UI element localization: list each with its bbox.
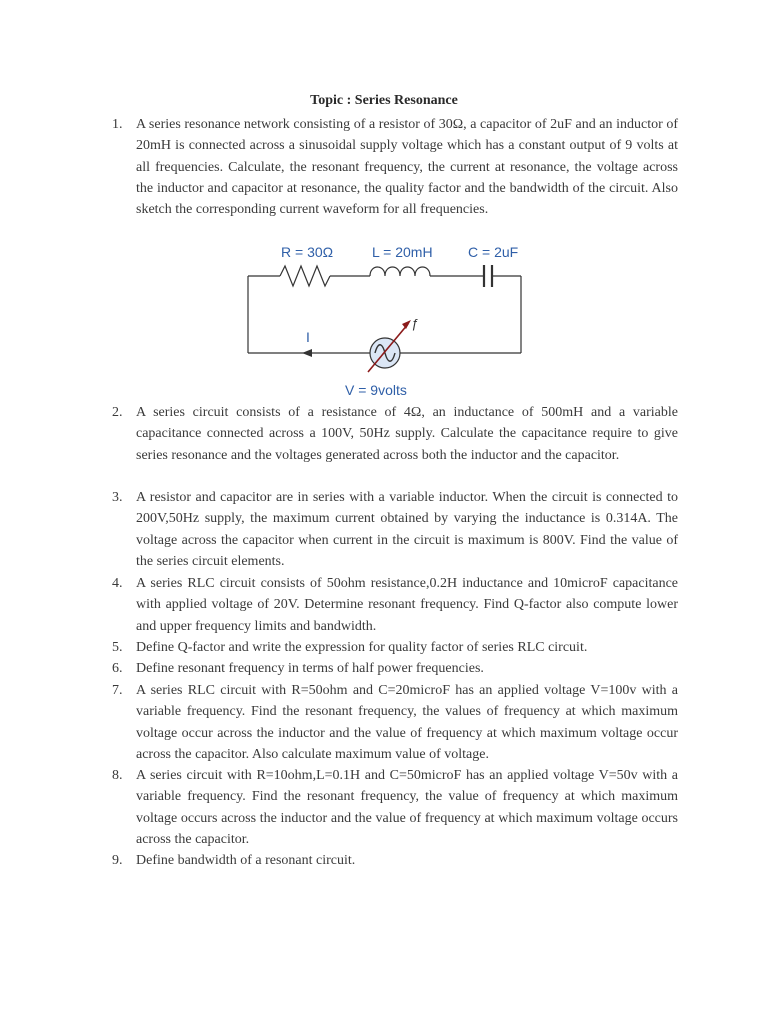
question-text: Define bandwidth of a resonant circuit. xyxy=(136,853,356,868)
question-7 xyxy=(112,680,678,765)
question-number: 8. xyxy=(112,768,123,783)
current-label: I xyxy=(306,329,310,345)
question-1 xyxy=(112,114,678,220)
question-text: Define Q-factor and write the expression for quality factor of series RLC circuit. xyxy=(136,640,588,655)
question-text: A series RLC circuit consists of 50ohm resistance,0.2H inductance and 10microF capacitance with applied voltage of 20V. Determine resonant frequency. Find Q-factor also compute lower and upper frequency limits and bandwidth. xyxy=(136,576,678,634)
question-text: A resistor and capacitor are in series with a variable inductor. When the circuit is connected to 200V,50Hz supply, the maximum current obtained by varying the inductance is 0.314A. The voltage across the capacitor when current in the circuit is maximum is 800V. Find the value of the series circuit elements. xyxy=(136,490,678,569)
question-number: 9. xyxy=(112,853,123,868)
question-4 xyxy=(112,573,678,637)
variable-arrow-head-icon xyxy=(402,320,411,329)
question-text: A series circuit consists of a resistance of 4Ω, an inductance of 500mH and a variable capacitance connected across a 100V, 50Hz supply. Calculate the capacitance require to give series resonance and the voltages generated across both the inductor and the capacitor. xyxy=(136,405,678,463)
question-3 xyxy=(112,487,678,572)
question-text: A series circuit with R=10ohm,L=0.1H and C=50microF has an applied voltage V=50v with a variable frequency. Find the resonant frequency, the value of frequency at which maximum voltage occurs across the inductor and the value of frequency at which maximum voltage occurs across the capacitor. xyxy=(136,768,678,847)
inductor-label: L = 20mH xyxy=(372,244,433,260)
question-number: 2. xyxy=(112,405,123,420)
question-number: 5. xyxy=(112,640,123,655)
question-text: A series resonance network consisting of a resistor of 30Ω, a capacitor of 2uF and an inductor of 20mH is connected across a sinusoidal supply voltage which has a constant output of 9 volts at all frequencies. Calculate, the resonant frequency, the current at resonance, the voltage across the inductor and capacitor at resonance, the quality factor and the bandwidth of the circuit. Also sketch the corresponding current waveform for all frequencies. xyxy=(136,117,678,218)
resistor-label: R = 30Ω xyxy=(281,244,334,260)
page-title: Topic : Series Resonance xyxy=(310,93,458,108)
question-number: 7. xyxy=(112,683,123,698)
question-9 xyxy=(112,850,678,871)
question-text: Define resonant frequency in terms of half power frequencies. xyxy=(136,661,484,676)
question-2 xyxy=(112,402,678,466)
question-number: 3. xyxy=(112,490,123,505)
question-8 xyxy=(112,765,678,850)
resistor-symbol xyxy=(280,266,330,286)
question-number: 1. xyxy=(112,117,123,132)
inductor-symbol xyxy=(370,267,430,276)
question-number: 4. xyxy=(112,576,123,591)
current-arrow-icon xyxy=(302,349,312,357)
frequency-label: ƒ xyxy=(411,316,419,331)
question-5 xyxy=(112,637,678,658)
question-text: A series RLC circuit with R=50ohm and C=20microF has an applied voltage V=100v with a variable frequency. Find the resonant frequency, the values of frequency at which maximum voltage occur across the inductor and the value of frequency at which maximum voltage occur across the capacitor. Also calculate maximum value of voltage. xyxy=(136,683,678,762)
capacitor-label: C = 2uF xyxy=(468,244,519,260)
question-number: 6. xyxy=(112,661,123,676)
question-6 xyxy=(112,658,678,679)
series-rlc-circuit-diagram xyxy=(240,238,530,400)
source-label: V = 9volts xyxy=(345,382,407,398)
